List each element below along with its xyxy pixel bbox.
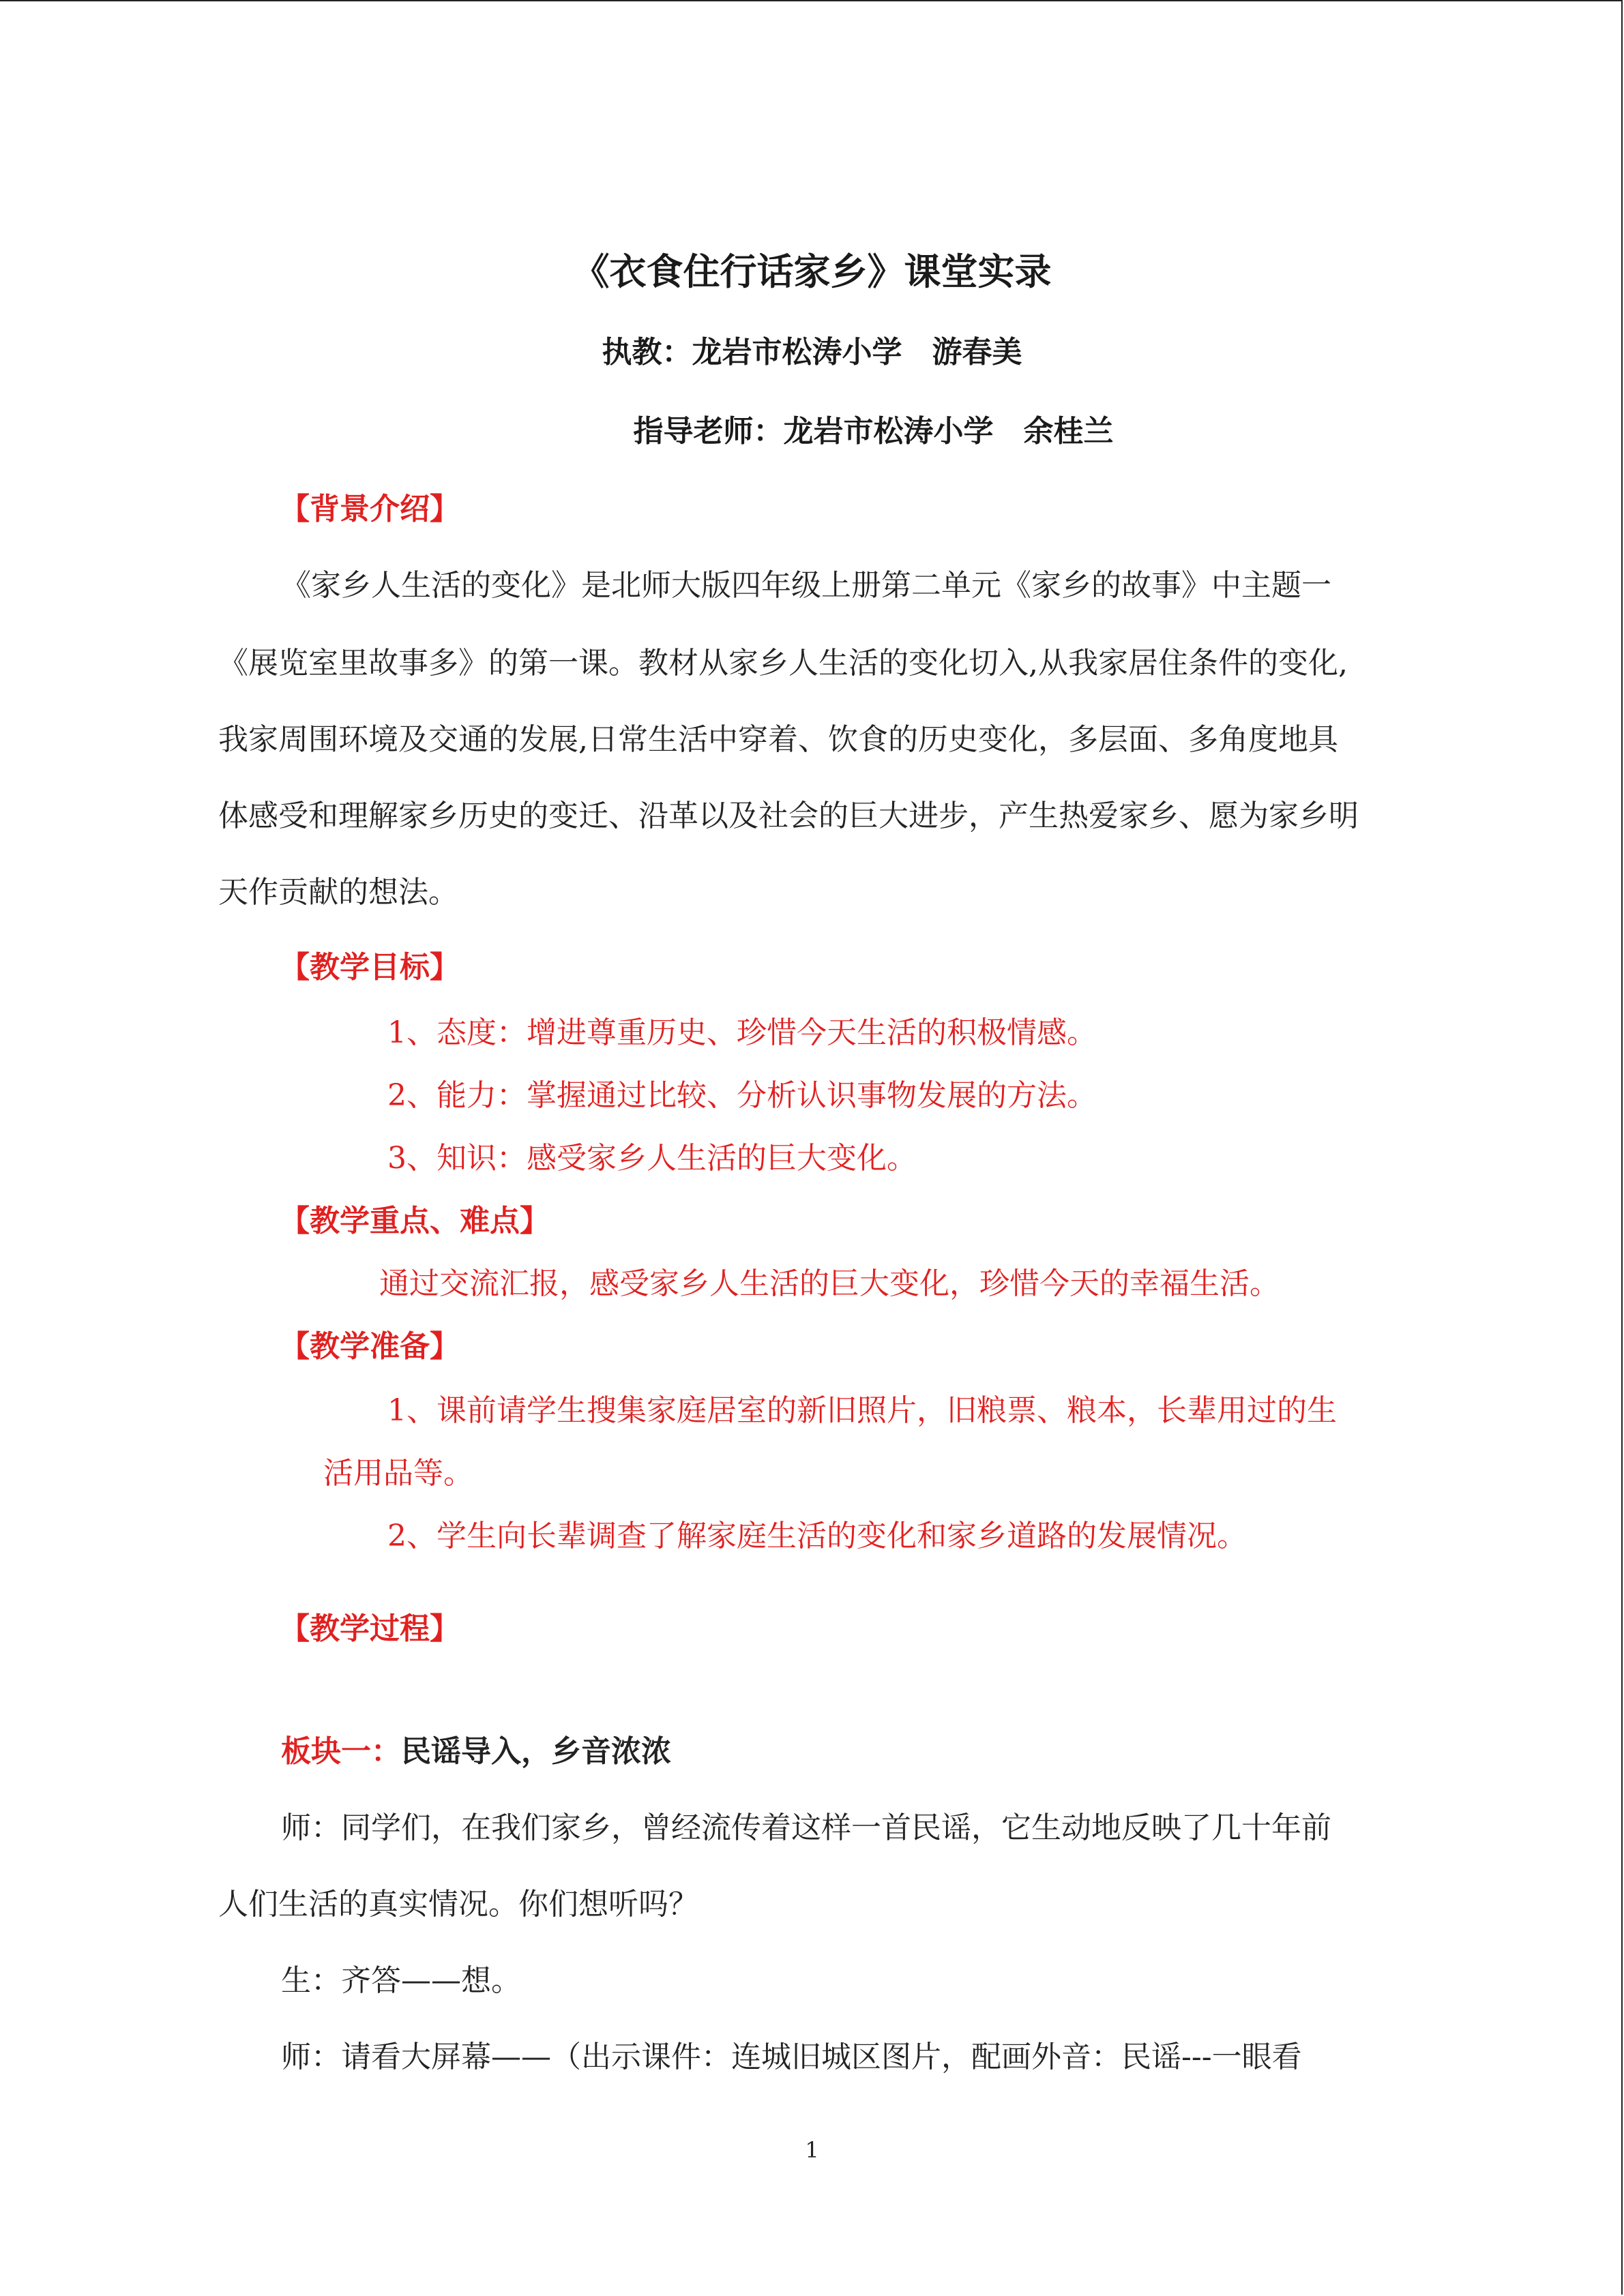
background-line-4: 体感受和理解家乡历史的变迁、沿革以及社会的巨大进步，产生热爱家乡、愿为家乡明 — [218, 799, 1359, 833]
byline-advisor: 指导老师：龙岩市松涛小学 余桂兰 — [633, 414, 1114, 449]
background-line-5: 天作贡献的想法。 — [218, 875, 458, 910]
byline-teacher: 执教：龙岩市松涛小学 游春美 — [602, 335, 1022, 370]
heading-focus: 【教学重点、难点】 — [280, 1204, 550, 1238]
prep-item-1-line-2: 活用品等。 — [323, 1456, 473, 1491]
page-title: 《衣食住行话家乡》课堂实录 — [572, 250, 1052, 293]
heading-goals: 【教学目标】 — [280, 950, 460, 985]
process-line-3: 生：齐答——想。 — [281, 1963, 521, 1998]
background-line-2: 《展览室里故事多》的第一课。教材从家乡人生活的变化切入,从我家居住条件的变化, — [218, 646, 1348, 681]
process-line-1: 师：同学们，在我们家乡，曾经流传着这样一首民谣，它生动地反映了几十年前 — [281, 1810, 1331, 1845]
prep-item-2: 2、学生向长辈调查了解家庭生活的变化和家乡道路的发展情况。 — [387, 1519, 1247, 1553]
process-line-4: 师：请看大屏幕——（出示课件：连城旧城区图片，配画外音：民谣---一眼看 — [281, 2040, 1302, 2074]
goal-item-1: 1、态度：增进尊重历史、珍惜今天生活的积极情感。 — [387, 1015, 1097, 1050]
heading-process: 【教学过程】 — [280, 1611, 460, 1646]
focus-text: 通过交流汇报，感受家乡人生活的巨大变化，珍惜今天的幸福生活。 — [379, 1266, 1280, 1301]
block-one-title: 民谣导入，乡音浓浓 — [401, 1734, 671, 1769]
process-line-2: 人们生活的真实情况。你们想听吗？ — [218, 1887, 698, 1922]
goal-item-2: 2、能力：掌握通过比较、分析认识事物发展的方法。 — [387, 1078, 1097, 1113]
background-line-3: 我家周围环境及交通的发展,日常生活中穿着、饮食的历史变化，多层面、多角度地具 — [218, 722, 1338, 757]
page-number: 1 — [805, 2137, 819, 2163]
background-line-1: 《家乡人生活的变化》是北师大版四年级上册第二单元《家乡的故事》中主题一 — [281, 568, 1331, 603]
prep-item-1-line-1: 1、课前请学生搜集家庭居室的新旧照片，旧粮票、粮本，长辈用过的生 — [387, 1393, 1337, 1428]
goal-item-3: 3、知识：感受家乡人生活的巨大变化。 — [387, 1141, 917, 1176]
block-one-lead: 板块一： — [281, 1734, 401, 1769]
heading-background: 【背景介绍】 — [280, 492, 460, 526]
heading-prep: 【教学准备】 — [280, 1329, 460, 1364]
block-one-label — [281, 1727, 671, 1770]
